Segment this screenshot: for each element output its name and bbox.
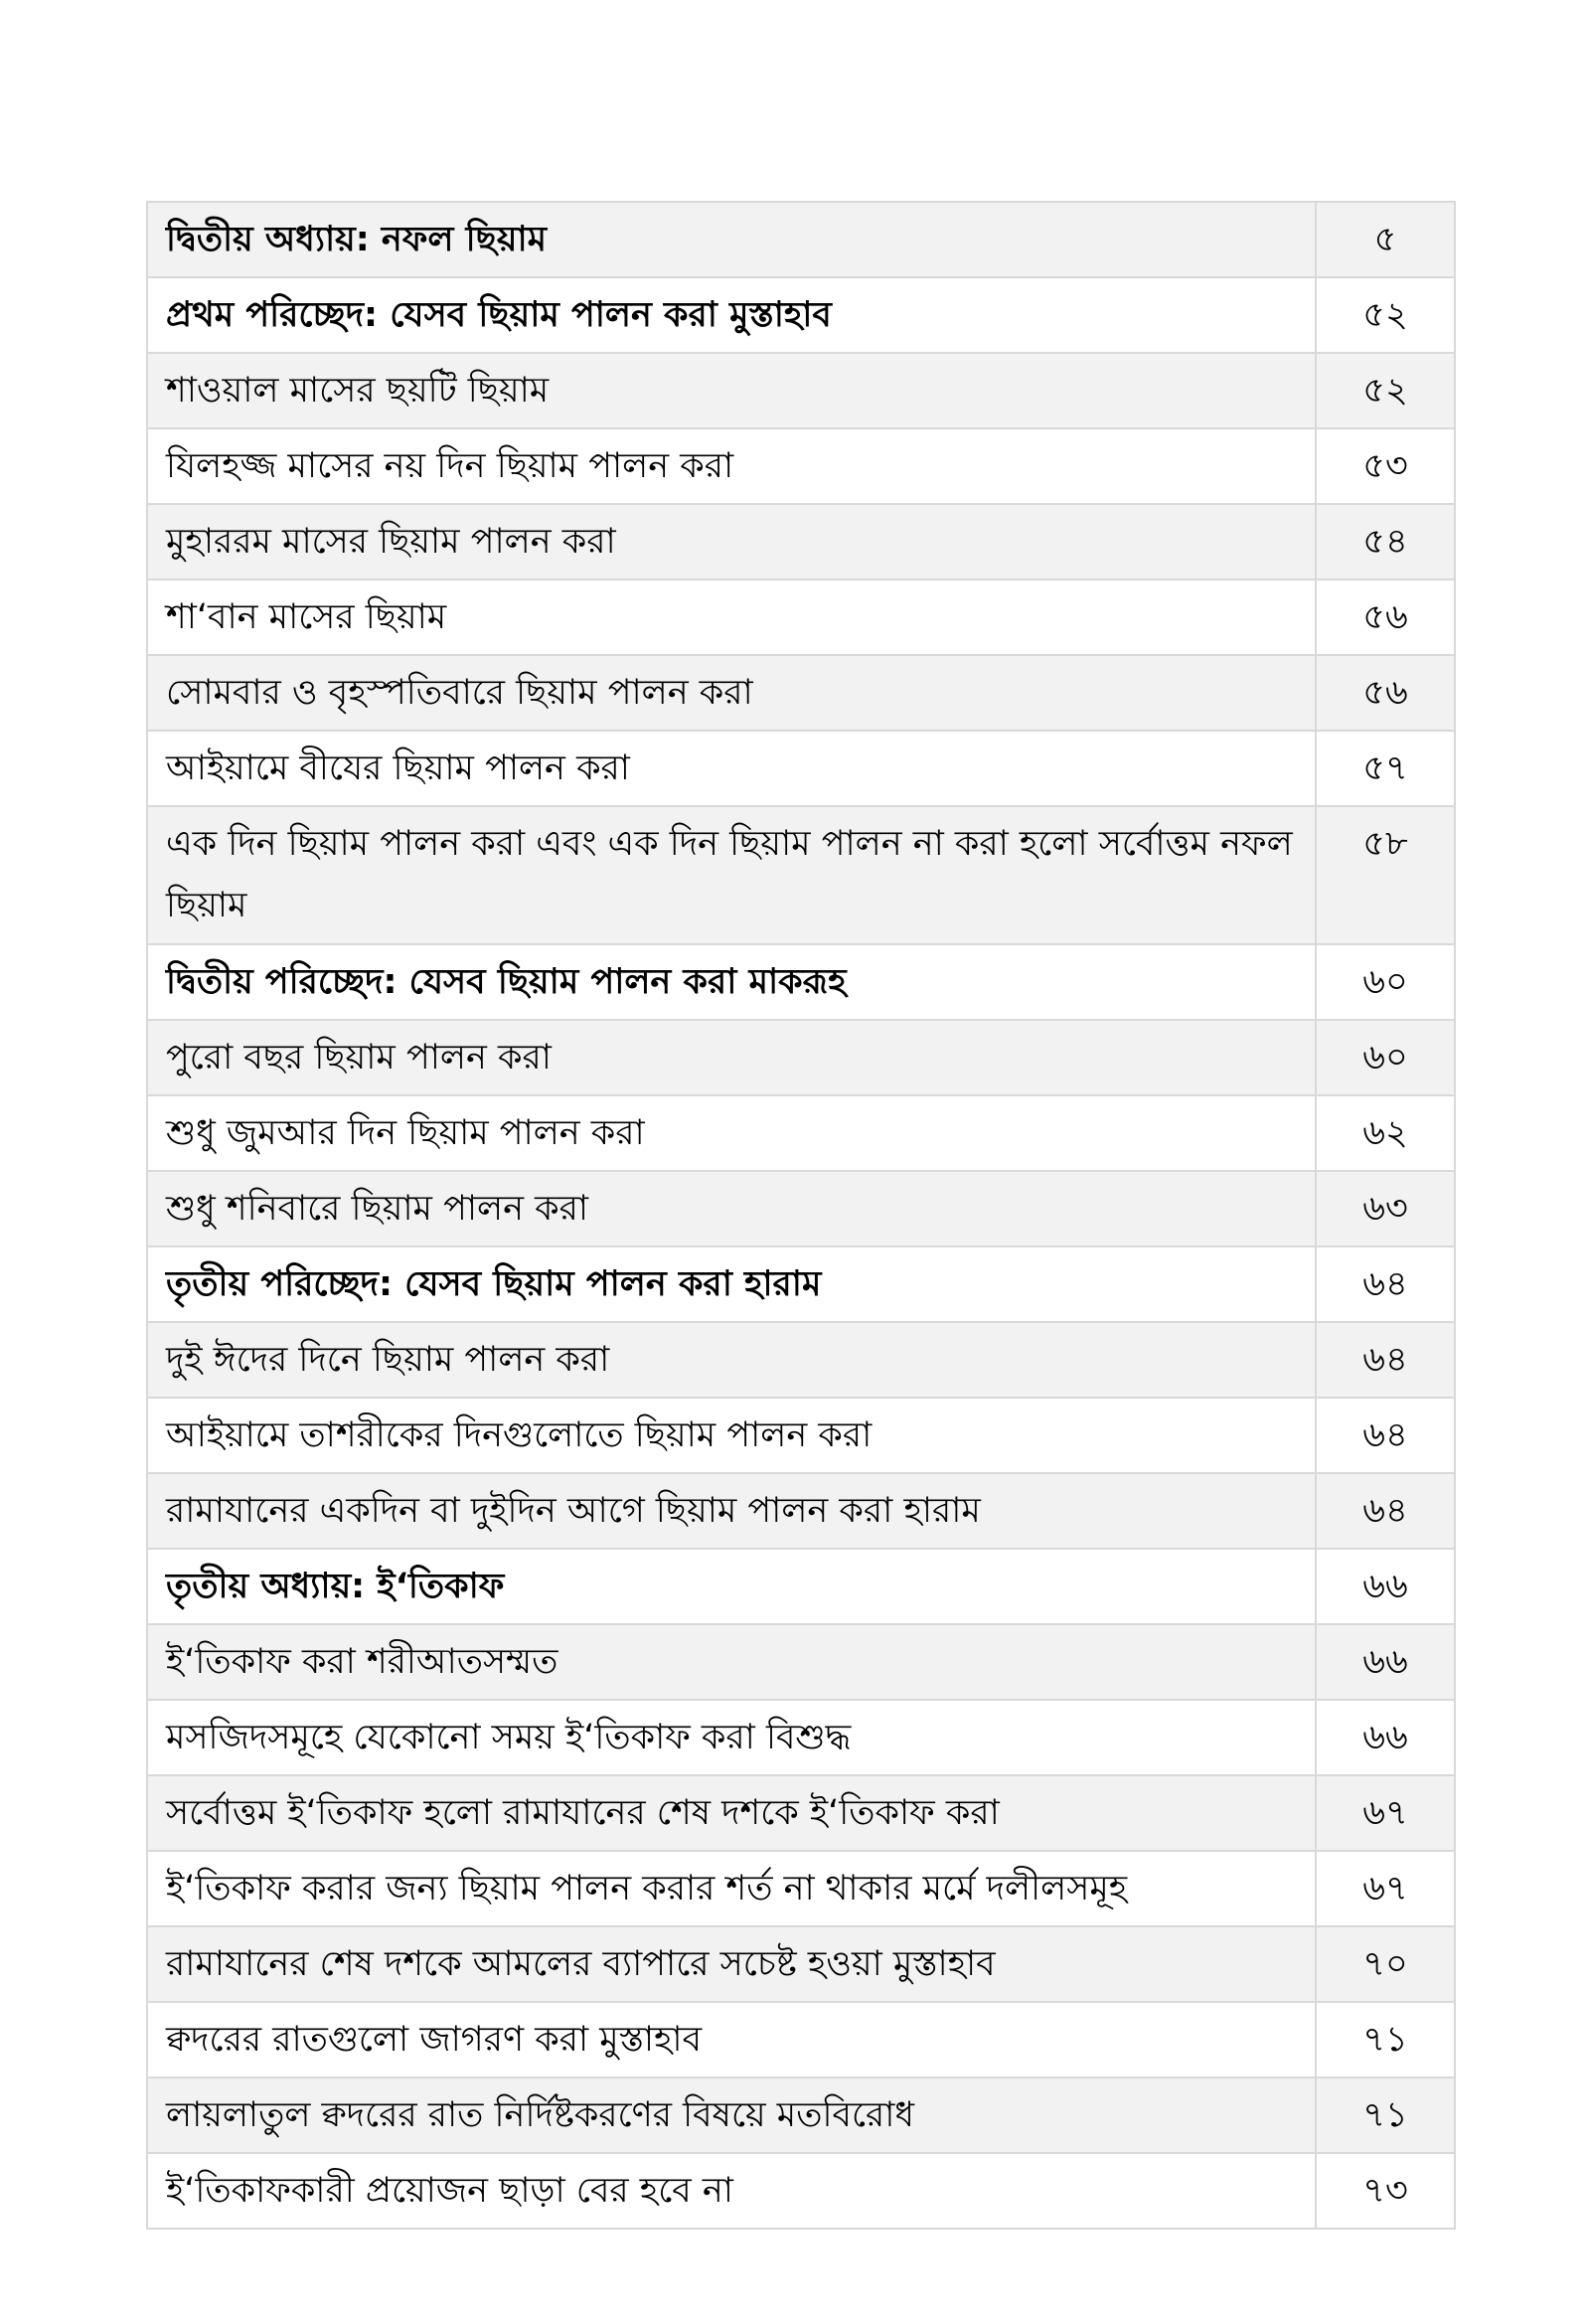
- toc-entry-title: ক্বদরের রাতগুলো জাগরণ করা মুস্তাহাব: [147, 2002, 1316, 2077]
- toc-page-number: ৬৩: [1316, 1171, 1455, 1246]
- toc-row: [147, 655, 1455, 731]
- toc-row: [147, 1926, 1455, 2002]
- toc-page-number: ৫৭: [1316, 731, 1455, 806]
- toc-entry-title: আইয়ামে বীযের ছিয়াম পালন করা: [147, 731, 1316, 806]
- toc-entry-title: মসজিদসমূহে যেকোনো সময় ই‘তিকাফ করা বিশুদ্ধ: [147, 1700, 1316, 1775]
- toc-entry-title: ই‘তিকাফ করা শরীআতসম্মত: [147, 1624, 1316, 1700]
- toc-entry-title: সোমবার ও বৃহস্পতিবারে ছিয়াম পালন করা: [147, 655, 1316, 731]
- toc-entry-title: শা‘বান মাসের ছিয়াম: [147, 580, 1316, 655]
- toc-entry-title: লায়লাতুল ক্বদরের রাত নির্দিষ্টকরণের বিষয়ে মতবিরোধ: [147, 2077, 1316, 2153]
- toc-page-number: ৫৬: [1316, 655, 1455, 731]
- toc-row: [147, 1549, 1455, 1624]
- toc-entry-title: শুধু শনিবারে ছিয়াম পালন করা: [147, 1171, 1316, 1246]
- toc-entry-title: আইয়ামে তাশরীকের দিনগুলোতে ছিয়াম পালন করা: [147, 1398, 1316, 1473]
- toc-row: [147, 504, 1455, 580]
- toc-page-number: ৬০: [1316, 1020, 1455, 1095]
- toc-row: [147, 1398, 1455, 1473]
- toc-row: [147, 944, 1455, 1020]
- table-of-contents: [146, 201, 1456, 2230]
- toc-row: [147, 1700, 1455, 1775]
- toc-page-number: ৭১: [1316, 2002, 1455, 2077]
- toc-page-number: ৬৪: [1316, 1473, 1455, 1549]
- toc-page-number: ৭৩: [1316, 2153, 1455, 2229]
- toc-row: [147, 428, 1455, 504]
- toc-page-number: ৭১: [1316, 2077, 1455, 2153]
- toc-page-number: ৬৭: [1316, 1851, 1455, 1926]
- toc-page-number: ৬৪: [1316, 1246, 1455, 1322]
- toc-row: [147, 1020, 1455, 1095]
- toc-heading-title: প্রথম পরিচ্ছেদ: যেসব ছিয়াম পালন করা মুস্তাহাব: [147, 277, 1316, 353]
- toc-entry-title: রামাযানের শেষ দশকে আমলের ব্যাপারে সচেষ্ট হওয়া মুস্তাহাব: [147, 1926, 1316, 2002]
- toc-row: [147, 1095, 1455, 1171]
- toc-entry-title: মুহাররম মাসের ছিয়াম পালন করা: [147, 504, 1316, 580]
- toc-entry-title: দুই ঈদের দিনে ছিয়াম পালন করা: [147, 1322, 1316, 1398]
- toc-entry-title: ই‘তিকাফ করার জন্য ছিয়াম পালন করার শর্ত না থাকার মর্মে দলীলসমূহ: [147, 1851, 1316, 1926]
- toc-page-number: ৬৭: [1316, 1775, 1455, 1851]
- toc-page-number: ৫৮: [1316, 806, 1455, 944]
- toc-page-number: ৬০: [1316, 944, 1455, 1020]
- toc-row: [147, 2002, 1455, 2077]
- toc-heading-title: দ্বিতীয় পরিচ্ছেদ: যেসব ছিয়াম পালন করা মাকরূহ: [147, 944, 1316, 1020]
- toc-row: [147, 806, 1455, 944]
- toc-page-number: ৬৬: [1316, 1700, 1455, 1775]
- toc-row: [147, 277, 1455, 353]
- toc-row: [147, 1624, 1455, 1700]
- toc-entry-title: পুরো বছর ছিয়াম পালন করা: [147, 1020, 1316, 1095]
- toc-row: [147, 1246, 1455, 1322]
- toc-row: [147, 580, 1455, 655]
- toc-page-number: ৬৪: [1316, 1322, 1455, 1398]
- toc-entry-title: যিলহজ্জ মাসের নয় দিন ছিয়াম পালন করা: [147, 428, 1316, 504]
- toc-row: [147, 1775, 1455, 1851]
- toc-entry-title: ই‘তিকাফকারী প্রয়োজন ছাড়া বের হবে না: [147, 2153, 1316, 2229]
- toc-page-number: ৫৬: [1316, 580, 1455, 655]
- toc-entry-title: রামাযানের একদিন বা দুইদিন আগে ছিয়াম পালন করা হারাম: [147, 1473, 1316, 1549]
- toc-page-number: ৫৩: [1316, 428, 1455, 504]
- toc-heading-title: দ্বিতীয় অধ্যায়: নফল ছিয়াম: [147, 202, 1316, 277]
- toc-row: [147, 1322, 1455, 1398]
- toc-page-number: ৭০: [1316, 1926, 1455, 2002]
- toc-page-number: ৫: [1316, 202, 1455, 277]
- toc-row: [147, 731, 1455, 806]
- toc-entry-title: শাওয়াল মাসের ছয়টি ছিয়াম: [147, 353, 1316, 428]
- toc-page-number: ৫২: [1316, 277, 1455, 353]
- toc-row: [147, 1171, 1455, 1246]
- toc-page-number: ৬৬: [1316, 1549, 1455, 1624]
- toc-row: [147, 2153, 1455, 2229]
- toc-page-number: ৬৪: [1316, 1398, 1455, 1473]
- toc-heading-title: তৃতীয় পরিচ্ছেদ: যেসব ছিয়াম পালন করা হারাম: [147, 1246, 1316, 1322]
- toc-row: [147, 353, 1455, 428]
- toc-page-number: ৬৬: [1316, 1624, 1455, 1700]
- toc-entry-title: শুধু জুমআর দিন ছিয়াম পালন করা: [147, 1095, 1316, 1171]
- toc-heading-title: তৃতীয় অধ্যায়: ই‘তিকাফ: [147, 1549, 1316, 1624]
- toc-row: [147, 1473, 1455, 1549]
- toc-page-number: ৬২: [1316, 1095, 1455, 1171]
- toc-row: [147, 2077, 1455, 2153]
- toc-row: [147, 1851, 1455, 1926]
- toc-page-number: ৫৪: [1316, 504, 1455, 580]
- toc-page-number: ৫২: [1316, 353, 1455, 428]
- toc-body: [147, 202, 1455, 2229]
- toc-entry-title: সর্বোত্তম ই‘তিকাফ হলো রামাযানের শেষ দশকে ই‘তিকাফ করা: [147, 1775, 1316, 1851]
- toc-row: [147, 202, 1455, 277]
- toc-entry-title: এক দিন ছিয়াম পালন করা এবং এক দিন ছিয়াম পালন না করা হলো সর্বোত্তম নফল ছিয়াম: [147, 806, 1316, 944]
